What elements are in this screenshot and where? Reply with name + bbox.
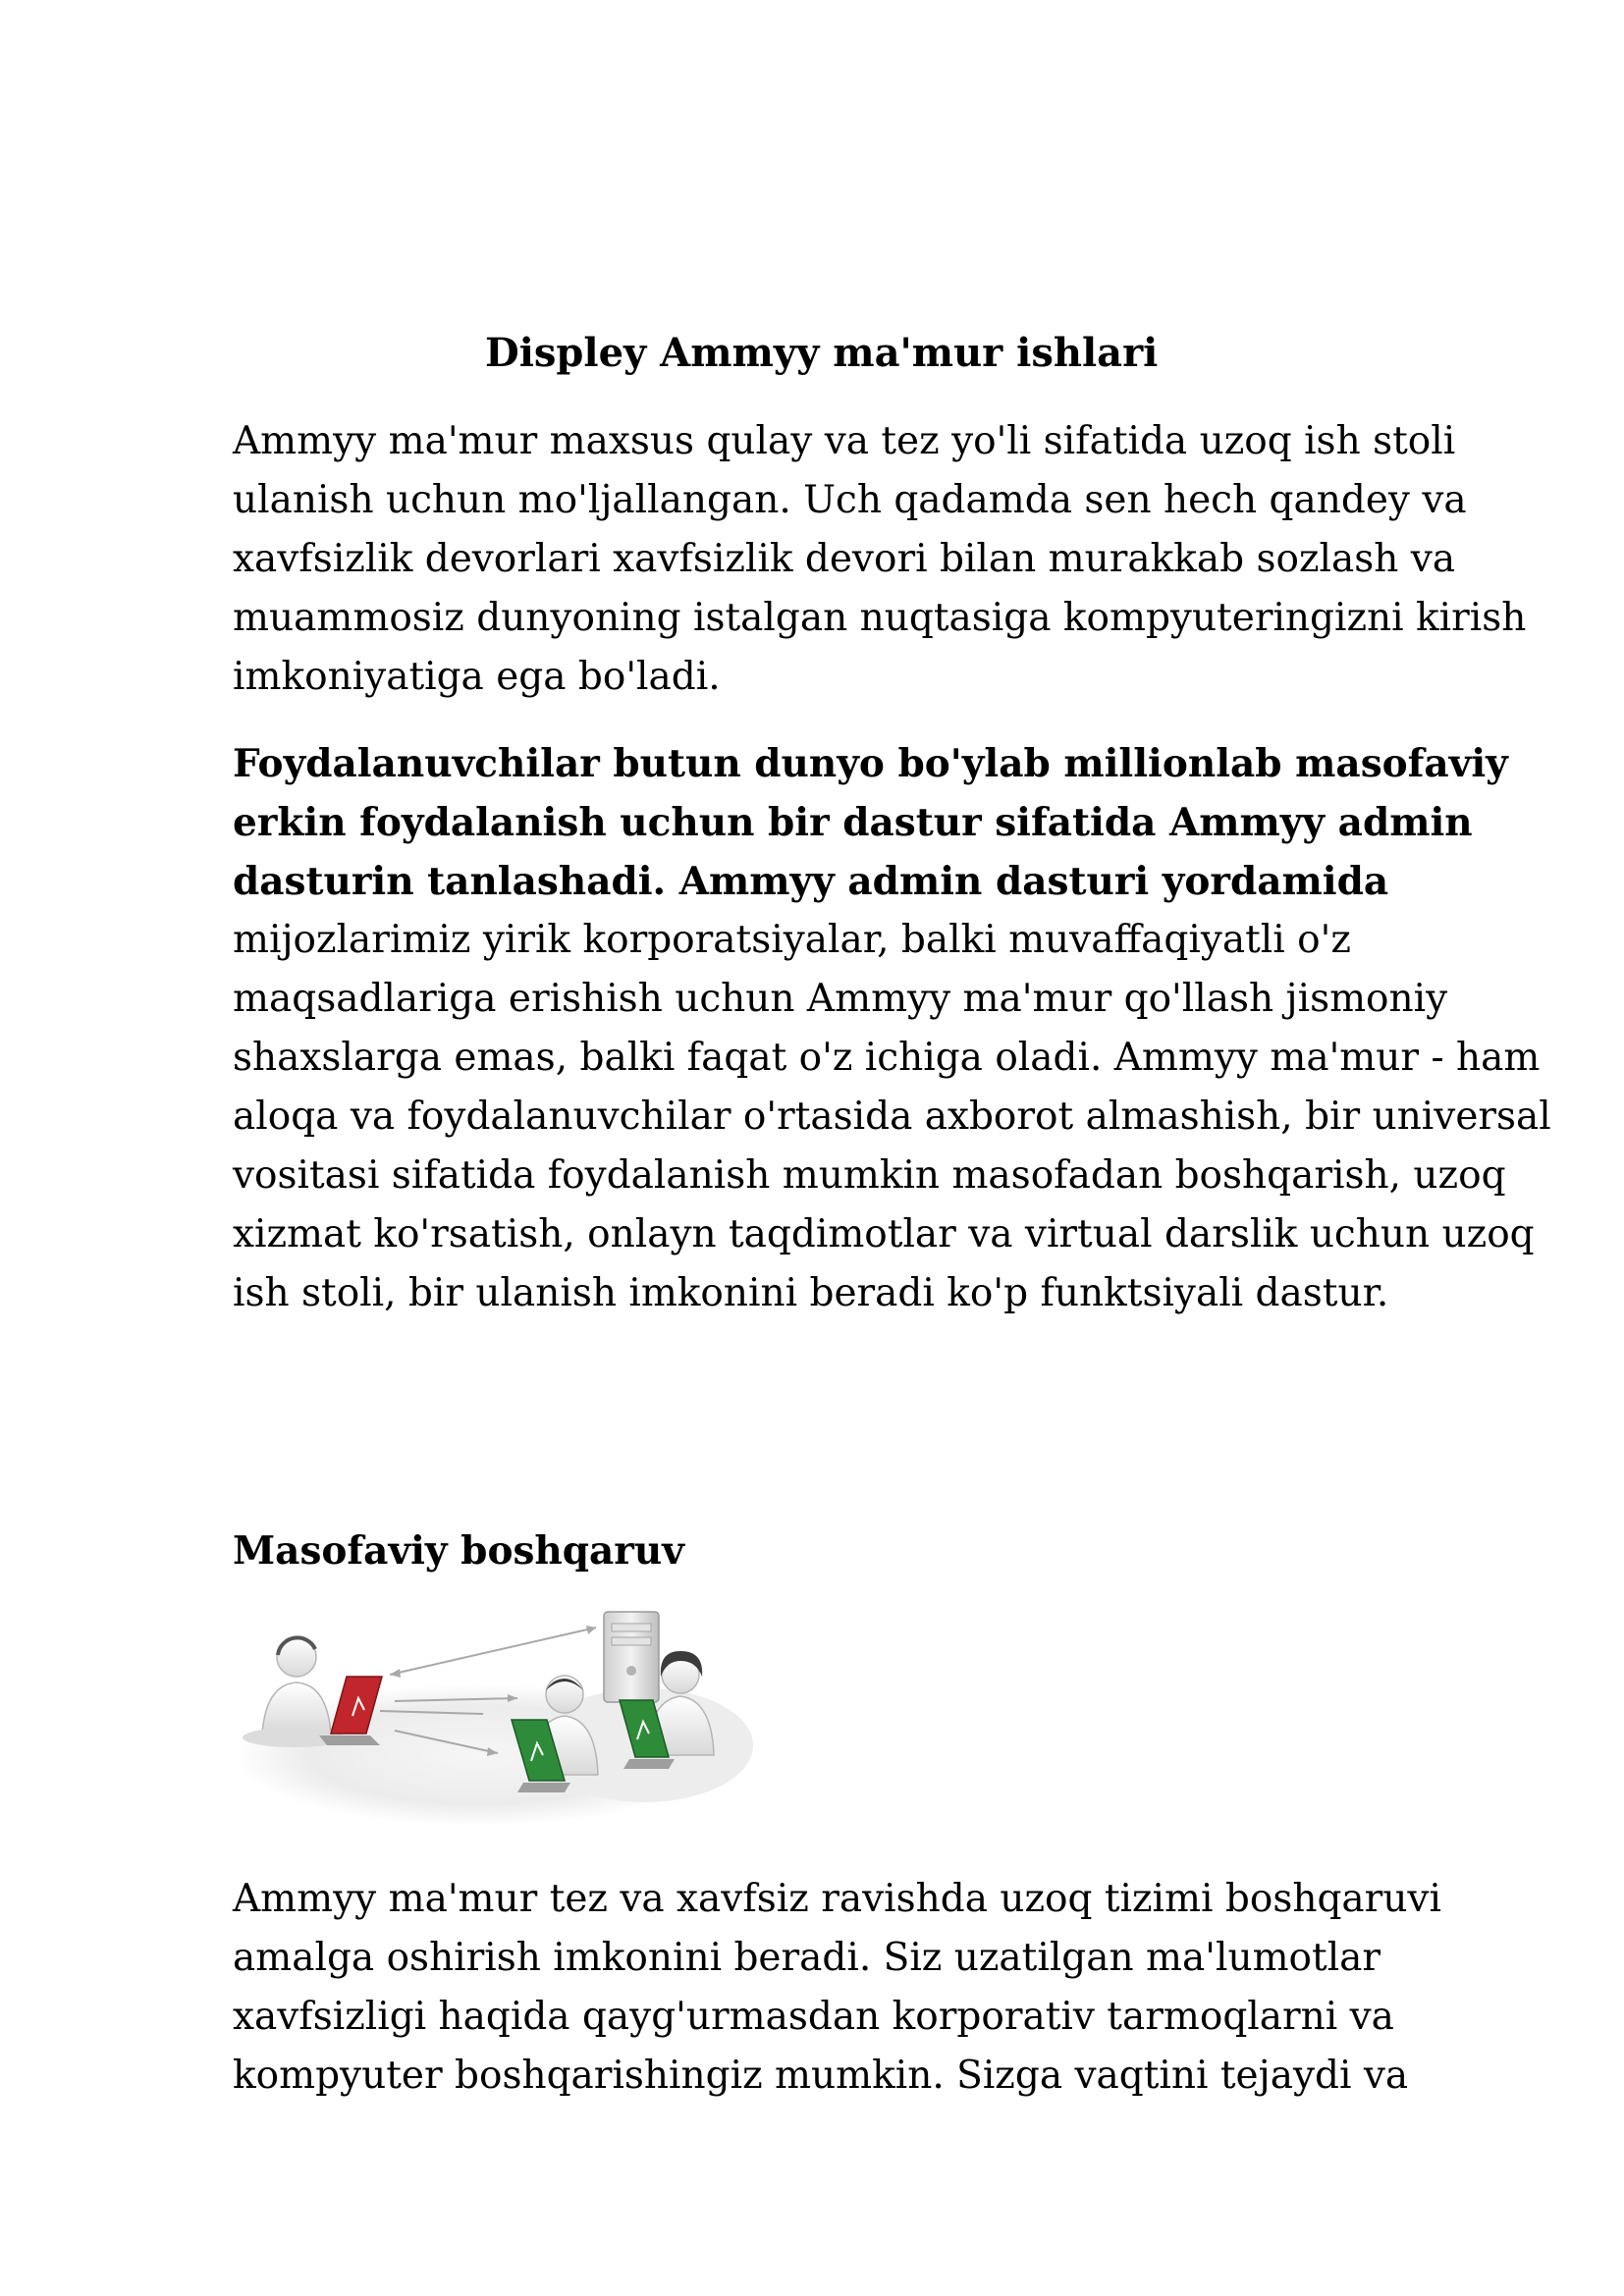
- paragraph-line: vositasi sifatida foydalanish mumkin masofadan boshqarish, uzoq: [233, 1153, 1506, 1198]
- paragraph-line: xavfsizligi haqida qayg'urmasdan korporativ tarmoqlarni va: [233, 1995, 1394, 2039]
- third-paragraph: [233, 1870, 1509, 2106]
- paragraph-line: kompyuter boshqarishingiz mumkin. Sizga vaqtini tejaydi va: [233, 2054, 1409, 2098]
- paragraph-line: xizmat ko'rsatish, onlayn taqdimotlar va virtual darslik uchun uzoq: [233, 1212, 1535, 1256]
- bold-paragraph-line: dasturin tanlashadi. Ammyy admin dasturi yordamida: [233, 859, 1389, 904]
- intro-paragraph: [233, 412, 1527, 707]
- paragraph-line: xavfsizlik devorlari xavfsizlik devori bilan murakkab sozlash va: [233, 537, 1456, 581]
- paragraph-line: mijozlarimiz yirik korporatsiyalar, balki muvaffaqiyatli o'z: [233, 918, 1351, 962]
- paragraph-line: muammosiz dunyoning istalgan nuqtasiga kompyuteringizni kirish: [233, 596, 1527, 640]
- paragraph-line: amalga oshirish imkonini beradi. Siz uzatilgan ma'lumotlar: [233, 1936, 1381, 1980]
- paragraph-line: maqsadlariga erishish uchun Ammyy ma'mur qo'llash jismoniy: [233, 977, 1448, 1021]
- section-heading: Masofaviy boshqaruv: [233, 1528, 684, 1574]
- paragraph-line: imkoniyatiga ega bo'ladi.: [233, 655, 721, 699]
- paragraph-line: aloqa va foydalanuvchilar o'rtasida axborot almashish, bir universal: [233, 1095, 1551, 1139]
- paragraph-line: ulanish uchun mo'ljallangan. Uch qadamda sen hech qandey va: [233, 478, 1467, 522]
- bold-paragraph-line: Foydalanuvchilar butun dunyo bo'ylab millionlab masofaviy: [233, 741, 1508, 786]
- paragraph-line: Ammyy ma'mur tez va xavfsiz ravishda uzoq tizimi boshqaruvi: [233, 1877, 1441, 1921]
- remote-control-network-icon: [233, 1608, 763, 1836]
- bold-paragraph-line: erkin foydalanish uchun bir dastur sifatida Ammyy admin: [233, 800, 1473, 845]
- paragraph-line: ish stoli, bir ulanish imkonini beradi ko'p funktsiyali dastur.: [233, 1271, 1389, 1315]
- paragraph-line: Ammyy ma'mur maxsus qulay va tez yo'li sifatida uzoq ish stoli: [233, 419, 1456, 463]
- document-title: Displey Ammyy ma'mur ishlari: [485, 330, 1159, 376]
- second-paragraph: [233, 734, 1551, 1323]
- paragraph-line: shaxslarga emas, balki faqat o'z ichiga oladi. Ammyy ma'mur - ham: [233, 1036, 1541, 1080]
